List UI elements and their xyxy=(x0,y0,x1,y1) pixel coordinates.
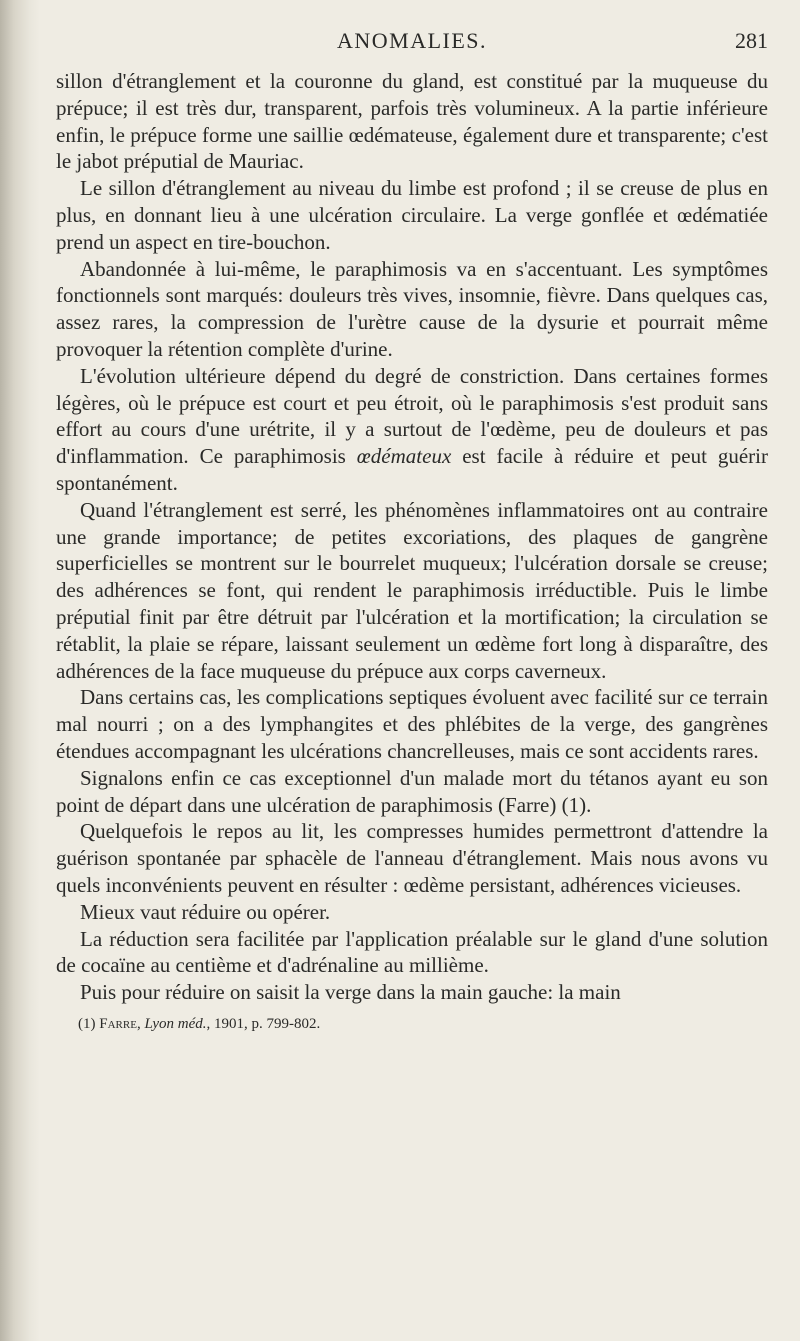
paragraph-10: La réduction sera facilitée par l'application préalable sur le gland d'une solution de cocaïne au centième et d'adrénaline au millième. xyxy=(56,926,768,978)
paragraph-1: sillon d'étranglement et la couronne du gland, est constitué par la muqueuse du prépuce; il est très dur, transparent, parfois très volumineux. A la partie inférieure enfin, le prépuce forme une saillie œdémateuse, également dure et transparente; c'est le jabot préputial de Mauriac. xyxy=(56,69,768,174)
paragraph-2: Le sillon d'étranglement au niveau du limbe est profond ; il se creuse de plus en plus, en donnant lieu à une ulcération circulaire. La verge gonflée et œdématiée prend un aspect en tire-bouchon. xyxy=(56,176,768,254)
body-text xyxy=(56,68,768,1006)
paragraph-11: Puis pour réduire on saisit la verge dans la main gauche: la main xyxy=(80,980,621,1005)
paragraph-5: Quand l'étranglement est serré, les phénomènes inflammatoires ont au contraire une grande importance; de petites excoriations, des plaques de gangrène superficielles se montrent sur le bourrelet muqueux; l'ulcération dorsale se creuse; des adhérences se font, qui rendent le paraphimosis irréductible. Puis le limbe préputial finit par être détruit par l'ulcération et la mortification; la circulation se rétablit, la plaie se répare, laissant seulement un œdème fort long à disparaître, des adhérences de la face muqueuse du prépuce aux corps caverneux. xyxy=(56,497,768,683)
footnote-marker: (1) xyxy=(78,1015,96,1032)
paragraph-4-end: est facile à réduire et peut guérir spontanément. xyxy=(56,444,768,495)
footnote-details: , 1901, p. 799-802. xyxy=(206,1015,321,1032)
paragraph-4 xyxy=(56,363,768,497)
running-title: ANOMALIES. xyxy=(336,28,488,53)
footnote-author: Farre xyxy=(99,1015,137,1032)
paragraph-9: Mieux vaut réduire ou opérer. xyxy=(80,899,331,924)
footnote-journal: Lyon méd. xyxy=(144,1015,207,1032)
book-page xyxy=(56,28,768,1034)
page-header xyxy=(56,28,768,68)
binding-gutter xyxy=(0,0,40,1341)
paragraph-7: Signalons enfin ce cas exceptionnel d'un malade mort du tétanos ayant eu son point de départ dans une ulcération de paraphimosis (Farre) (1). xyxy=(56,765,768,817)
page-number: 281 xyxy=(735,28,768,53)
paragraph-4-start: L'évolution ultérieure dépend du degré de constriction. Dans certaines formes légères, où le prépuce est court et peu étroit, où le paraphimosis s'est produit sans effort au cours d'une urétrite, il y a surtout de l'œdème, peu de douleurs et pas d'inflammation. Ce paraphimosis xyxy=(56,363,768,469)
paragraph-6: Dans certains cas, les complications septiques évoluent avec facilité sur ce terrain mal nourri ; on a des lymphangites et des phlébites de la verge, des gangrènes étendues accompagnant les ulcérations chancrelleuses, mais ce sont accidents rares. xyxy=(56,685,768,763)
paragraph-4-italic: œdémateux xyxy=(356,444,452,469)
footnote: (1) Farre, Lyon méd., 1901, p. 799-802. xyxy=(78,1015,321,1032)
paragraph-8: Quelquefois le repos au lit, les compresses humides permettront d'attendre la guérison spontanée par sphacèle de l'anneau d'étranglement. Mais nous avons vu quels inconvénients peuvent en résulter : œdème persistant, adhérences vicieuses. xyxy=(56,819,768,897)
paragraph-3: Abandonnée à lui-même, le paraphimosis va en s'accentuant. Les symptômes fonctionnels sont marqués: douleurs très vives, insomnie, fièvre. Dans quelques cas, assez rares, la compression de l'urètre cause de la dysurie et pourrait même provoquer la rétention complète d'urine. xyxy=(56,256,768,361)
